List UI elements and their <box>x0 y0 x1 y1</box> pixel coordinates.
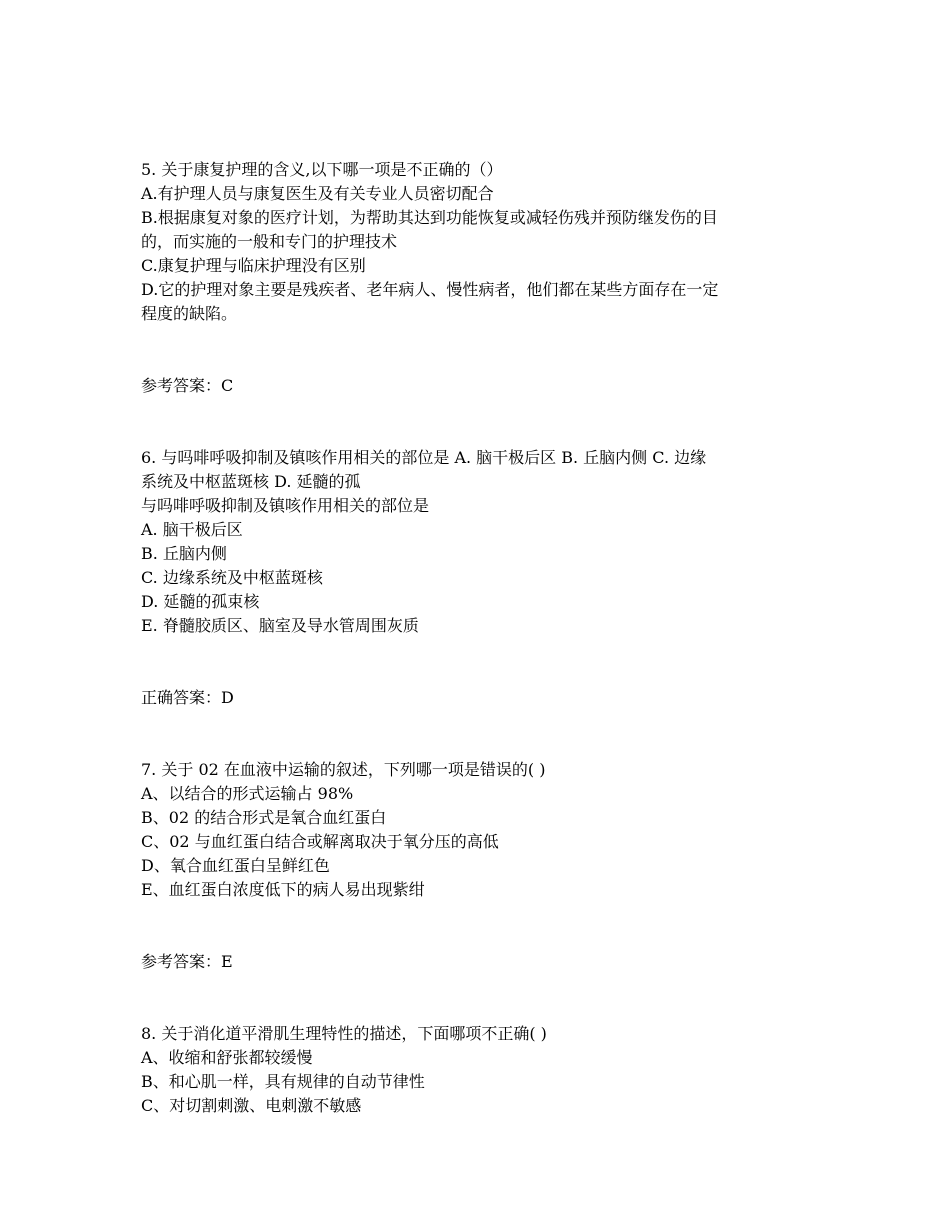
question-7-option-b: B、02 的结合形式是氧合血红蛋白 <box>141 808 387 827</box>
question-7-option-a: A、以结合的形式运输占 98% <box>141 784 354 803</box>
question-7-answer: 参考答案：E <box>141 952 233 971</box>
question-7-stem: 7. 关于 02 在血液中运输的叙述，下列哪一项是错误的( ) <box>141 760 546 779</box>
question-7 <box>141 758 821 1022</box>
question-8-option-b: B、和心肌一样，具有规律的自动节律性 <box>141 1072 425 1091</box>
question-8-stem: 8. 关于消化道平滑肌生理特性的描述，下面哪项不正确( ) <box>141 1024 547 1043</box>
question-6-stem-cont: 系统及中枢蓝斑核 D. 延髓的孤 <box>141 472 361 491</box>
question-6-option-d: D. 延髓的孤束核 <box>141 592 260 611</box>
question-7-option-d: D、氧合血红蛋白呈鲜红色 <box>141 856 330 875</box>
question-5-answer: 参考答案：C <box>141 376 234 395</box>
question-5-option-c: C.康复护理与临床护理没有区别 <box>141 256 366 275</box>
question-5 <box>141 158 821 446</box>
question-6-option-c: C. 边缘系统及中枢蓝斑核 <box>141 568 323 587</box>
question-7-option-e: E、血红蛋白浓度低下的病人易出现紫绀 <box>141 880 425 899</box>
question-5-stem: 5. 关于康复护理的含义,以下哪一项是不正确的（） <box>141 160 503 179</box>
question-6 <box>141 446 821 758</box>
question-6-option-b: B. 丘脑内侧 <box>141 544 227 563</box>
question-8-option-a: A、收缩和舒张都较缓慢 <box>141 1048 313 1067</box>
question-6-option-e: E. 脊髓胶质区、脑室及导水管周围灰质 <box>141 616 419 635</box>
question-7-option-c: C、02 与血红蛋白结合或解离取决于氧分压的高低 <box>141 832 499 851</box>
question-6-stem: 6. 与吗啡呼吸抑制及镇咳作用相关的部位是 A. 脑干极后区 B. 丘脑内侧 C. 边缘 <box>141 448 707 467</box>
question-6-stem-repeat: 与吗啡呼吸抑制及镇咳作用相关的部位是 <box>141 496 430 515</box>
question-5-option-d-cont: 程度的缺陷。 <box>141 304 238 323</box>
question-8 <box>141 1022 821 1118</box>
document-page <box>141 158 821 1118</box>
question-8-option-c: C、对切割刺激、电刺激不敏感 <box>141 1096 362 1115</box>
question-5-option-b-cont: 的，而实施的一般和专门的护理技术 <box>141 232 398 251</box>
question-6-option-a: A. 脑干极后区 <box>141 520 243 539</box>
question-5-option-a: A.有护理人员与康复医生及有关专业人员密切配合 <box>141 184 494 203</box>
question-5-option-d: D.它的护理对象主要是残疾者、老年病人、慢性病者，他们都在某些方面存在一定 <box>141 280 719 299</box>
question-6-answer: 正确答案：D <box>141 688 234 707</box>
question-5-option-b: B.根据康复对象的医疗计划，为帮助其达到功能恢复或减轻伤残并预防继发伤的目 <box>141 208 718 227</box>
